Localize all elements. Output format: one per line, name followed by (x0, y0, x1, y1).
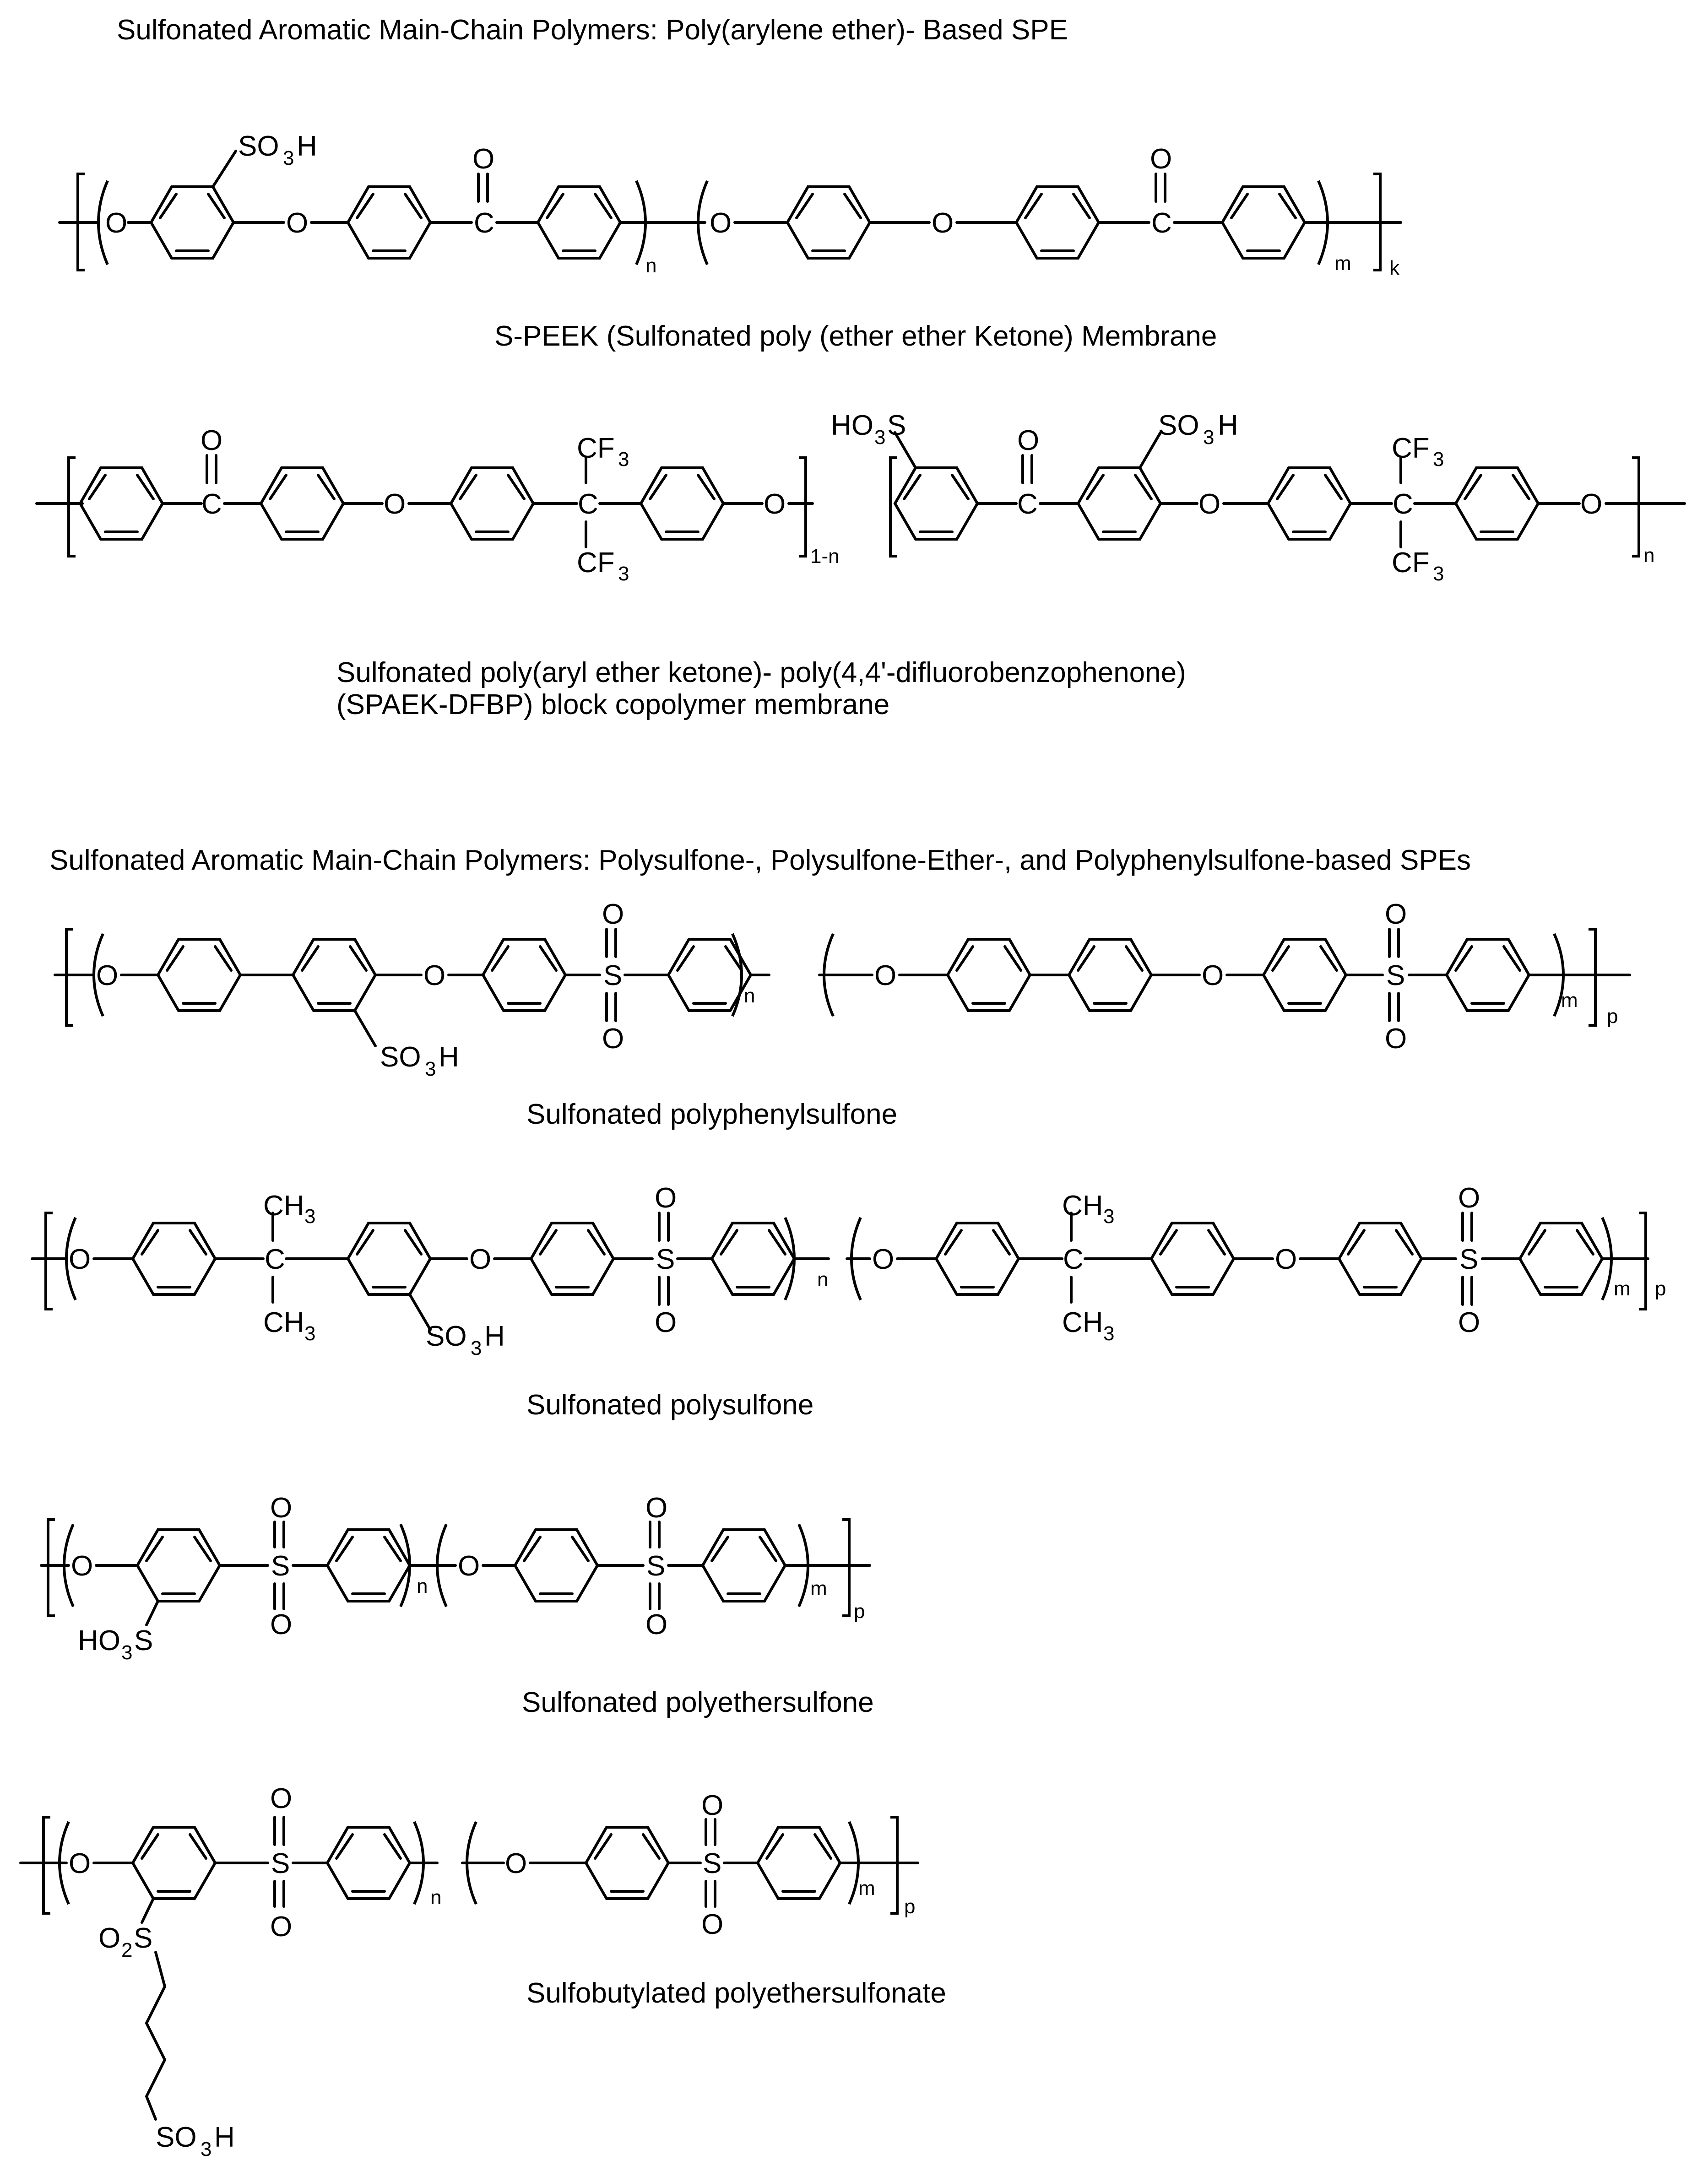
benzene-ring (1268, 468, 1350, 539)
subscript-3: 3 (618, 563, 629, 585)
benzene-ring (515, 1530, 597, 1601)
atom-o: O (932, 207, 954, 239)
atom-o: O (69, 1848, 91, 1879)
benzene-ring (712, 1223, 794, 1294)
spaek-dfbp-structure (37, 410, 1685, 720)
atom-o: O (655, 1182, 677, 1214)
atom-ch: CH (1062, 1190, 1103, 1222)
repeat-subscript-p: p (1607, 1005, 1618, 1028)
atom-o: O (701, 1909, 724, 1940)
benzene-ring (1151, 1223, 1234, 1294)
benzene-ring (158, 939, 240, 1011)
benzene-ring (641, 468, 723, 539)
atom-o: O (1385, 1023, 1407, 1055)
atom-o: O (270, 1783, 293, 1814)
atom-so: SO (1158, 410, 1199, 441)
atom-o: O (71, 1550, 93, 1582)
benzene-ring (1078, 468, 1160, 539)
atom-o: O (701, 1790, 724, 1821)
atom-s: S (271, 1550, 290, 1582)
subscript-3: 3 (1203, 426, 1215, 449)
benzene-ring (787, 187, 870, 258)
atom-o: O (1580, 488, 1603, 520)
atom-o: O (384, 488, 406, 520)
repeat-subscript-n: n (645, 254, 657, 277)
subscript-3: 3 (425, 1058, 436, 1080)
atom-s: S (603, 960, 623, 991)
atom-cf: CF (577, 433, 615, 464)
caption-spaek-line2: (SPAEK-DFBP) block copolymer membrane (336, 689, 890, 720)
benzene-ring (1456, 468, 1538, 539)
atom-o: O (423, 960, 446, 991)
caption-sulfobutylated: Sulfobutylated polyethersulfonate (526, 1977, 946, 2009)
benzene-ring (348, 1223, 430, 1294)
atom-h: H (1218, 410, 1238, 441)
benzene-ring (1069, 939, 1151, 1011)
atom-c: C (265, 1244, 285, 1275)
atom-o: O (1458, 1307, 1480, 1338)
atom-h: H (214, 2122, 235, 2153)
benzene-ring (327, 1827, 410, 1899)
atom-c: C (1393, 488, 1413, 520)
subscript-3: 3 (1103, 1205, 1115, 1228)
caption-s-peek: S-PEEK (Sulfonated poly (ether ether Ketone) Membrane (494, 320, 1217, 352)
repeat-subscript-p: p (854, 1600, 865, 1623)
atom-s: S (703, 1848, 722, 1879)
subscript-3: 3 (471, 1337, 482, 1359)
atom-o: O (874, 960, 897, 991)
benzene-ring (948, 939, 1030, 1011)
atom-o: O (69, 1244, 91, 1275)
benzene-ring (451, 468, 533, 539)
benzene-ring (293, 939, 375, 1011)
atom-s: S (887, 410, 906, 441)
atom-o: O (105, 207, 128, 239)
repeat-subscript-1-n: 1-n (810, 545, 840, 568)
benzene-ring (348, 187, 430, 258)
atom-cf: CF (577, 547, 615, 579)
atom-o: O (1275, 1244, 1297, 1275)
sulfonated-polyphenylsulfone-structure (55, 899, 1630, 1130)
repeat-subscript-n: n (817, 1268, 829, 1291)
atom-ho: HO (831, 410, 873, 441)
atom-o: O (1198, 488, 1221, 520)
benzene-ring (327, 1530, 410, 1601)
repeat-subscript-k: k (1389, 257, 1399, 279)
benzene-ring (703, 1530, 785, 1601)
atom-o: O (270, 1492, 293, 1524)
atom-so: SO (426, 1321, 467, 1352)
atom-o: O (505, 1848, 527, 1879)
section-heading-arylene-ether: Sulfonated Aromatic Main-Chain Polymers: Poly(arylene ether)- Based SPE (117, 14, 1068, 46)
atom-ch: CH (263, 1190, 304, 1222)
caption-polysulfone: Sulfonated polysulfone (526, 1389, 814, 1421)
sulfonated-polysulfone-structure (32, 1182, 1666, 1421)
subscript-3: 3 (1433, 563, 1444, 585)
repeat-subscript-p: p (1655, 1278, 1666, 1300)
atom-o: O (764, 488, 786, 520)
spee-k-structure (60, 130, 1401, 352)
caption-spaek-line1: Sulfonated poly(aryl ether ketone)- poly(4,4'-difluorobenzophenone) (336, 657, 1186, 688)
atom-o: O (1150, 143, 1172, 175)
repeat-subscript-m: m (858, 1877, 875, 1900)
atom-ch: CH (1062, 1307, 1103, 1338)
subscript-3: 3 (1103, 1322, 1115, 1345)
atom-ho: HO (78, 1625, 120, 1657)
atom-o: O (270, 1609, 293, 1640)
benzene-ring (80, 468, 163, 539)
benzene-ring (133, 1223, 215, 1294)
benzene-ring (895, 468, 977, 539)
atom-so: SO (238, 130, 279, 162)
benzene-ring (1263, 939, 1346, 1011)
atom-h: H (484, 1321, 505, 1352)
atom-o: O (872, 1244, 895, 1275)
subscript-3: 3 (1433, 448, 1444, 471)
atom-o: O (472, 143, 495, 175)
atom-s: S (1386, 960, 1405, 991)
benzene-ring (758, 1827, 840, 1899)
repeat-subscript-m: m (1614, 1278, 1631, 1300)
atom-so: SO (380, 1041, 421, 1073)
atom-o: O (645, 1609, 668, 1640)
subscript-3: 3 (304, 1205, 316, 1228)
atom-o: O (655, 1307, 677, 1338)
sulfonated-polyethersulfone-structure (41, 1492, 874, 1718)
atom-c: C (1151, 207, 1172, 239)
atom-s: S (134, 1625, 153, 1657)
atom-s: S (1459, 1244, 1479, 1275)
benzene-ring (1520, 1223, 1602, 1294)
subscript-3: 3 (874, 426, 886, 449)
benzene-ring (1016, 187, 1099, 258)
subscript-3: 3 (201, 2138, 212, 2160)
benzene-ring (531, 1223, 613, 1294)
repeat-subscript-n: n (430, 1886, 442, 1909)
atom-o: O (96, 960, 119, 991)
atom-c: C (578, 488, 598, 520)
atom-s: S (656, 1244, 675, 1275)
atom-o: O (1385, 899, 1407, 930)
caption-polyphenylsulfone: Sulfonated polyphenylsulfone (526, 1099, 898, 1130)
benzene-ring (1339, 1223, 1421, 1294)
atom-o: O (1017, 425, 1040, 456)
atom-o2s-o: O (98, 1922, 121, 1954)
atom-o: O (645, 1492, 668, 1524)
atom-h: H (297, 130, 317, 162)
atom-c: C (201, 488, 222, 520)
atom-cf: CF (1392, 433, 1430, 464)
repeat-subscript-n: n (744, 985, 755, 1007)
subscript-3: 3 (283, 147, 294, 169)
repeat-subscript-p: p (904, 1895, 916, 1918)
atom-c: C (1063, 1244, 1084, 1275)
benzene-ring (137, 1530, 220, 1601)
atom-o: O (1458, 1182, 1480, 1214)
repeat-subscript-m: m (810, 1577, 827, 1600)
atom-ch: CH (263, 1307, 304, 1338)
benzene-ring (261, 468, 343, 539)
repeat-subscript-m: m (1334, 252, 1351, 275)
sulfobutylated-polyethersulfonate-structure (21, 1783, 946, 2160)
atom-o: O (1202, 960, 1224, 991)
benzene-ring (936, 1223, 1019, 1294)
atom-h: H (439, 1041, 459, 1073)
repeat-subscript-n: n (1643, 544, 1655, 567)
atom-s: S (271, 1848, 290, 1879)
atom-o: O (602, 1023, 624, 1055)
atom-c: C (1017, 488, 1038, 520)
atom-o: O (201, 425, 223, 456)
atom-c: C (474, 207, 494, 239)
benzene-ring (151, 187, 233, 258)
section-heading-polysulfone: Sulfonated Aromatic Main-Chain Polymers: Polysulfone-, Polysulfone-Ether-, and Polyphenylsulfone-based SPEs (49, 845, 1471, 876)
subscript-3: 3 (618, 448, 629, 471)
atom-o: O (458, 1550, 480, 1582)
atom-so: SO (156, 2122, 197, 2153)
atom-o: O (602, 899, 624, 930)
repeat-subscript-n: n (417, 1575, 428, 1597)
atom-s: S (646, 1550, 666, 1582)
benzene-ring (1447, 939, 1529, 1011)
atom-o2s-s: S (134, 1922, 153, 1954)
caption-polyethersulfone: Sulfonated polyethersulfone (522, 1687, 874, 1718)
benzene-ring (483, 939, 565, 1011)
benzene-ring (586, 1827, 668, 1899)
subscript-3: 3 (304, 1322, 316, 1345)
atom-o: O (270, 1911, 293, 1943)
benzene-ring (538, 187, 620, 258)
subscript-3: 3 (121, 1641, 133, 1664)
atom-cf: CF (1392, 547, 1430, 579)
benzene-ring (1222, 187, 1305, 258)
benzene-ring (133, 1827, 215, 1899)
subscript-2: 2 (121, 1939, 133, 1961)
atom-o: O (469, 1244, 492, 1275)
atom-o: O (710, 207, 732, 239)
atom-o: O (286, 207, 309, 239)
repeat-subscript-m: m (1561, 989, 1578, 1012)
